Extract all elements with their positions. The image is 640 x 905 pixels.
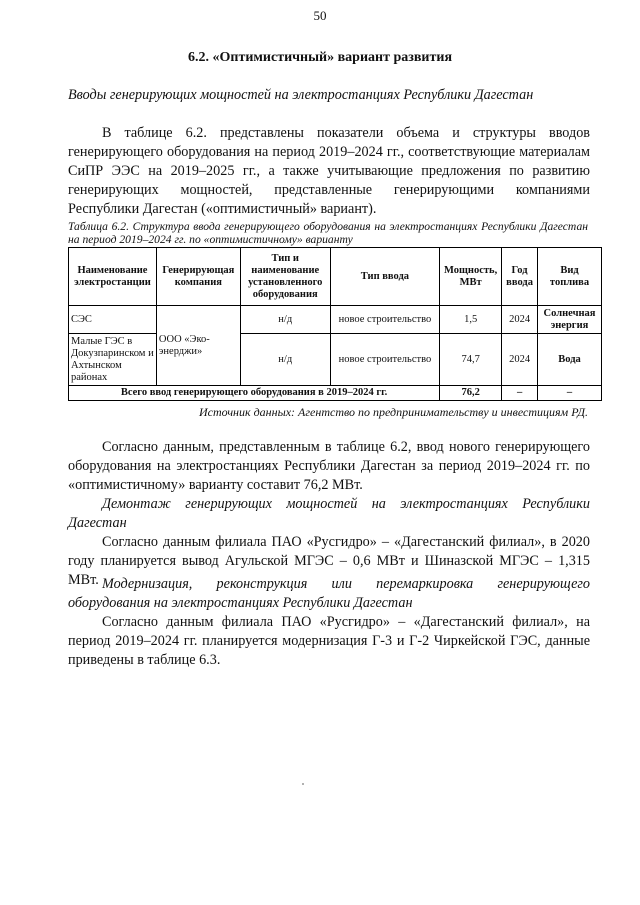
cell-equipment: н/д — [240, 334, 330, 386]
page-number: 50 — [313, 8, 327, 23]
cell-station: СЭС — [69, 306, 157, 334]
cell-equipment: н/д — [240, 306, 330, 334]
cell-fuel: Вода — [538, 334, 602, 386]
table-source: Источник данных: Агентство по предпринимательству и инвестициям РД. — [198, 405, 588, 419]
paragraph-modernization: Согласно данным филиала ПАО «Русгидро» – «Дагестанский филиал», на период 2019–2024 гг. планируется модернизация Г-3 и Г-2 Чиркейской ГЭС, данные приведены в таблице 6.3. — [68, 614, 590, 668]
scan-speck — [302, 783, 304, 785]
table-total-row — [69, 386, 602, 401]
cell-fuel: Солнечная энергия — [538, 306, 602, 334]
cell-year: 2024 — [502, 334, 538, 386]
header-year: Год ввода — [502, 248, 538, 306]
header-input-type: Тип ввода — [330, 248, 439, 306]
paragraph-summary: Согласно данным, представленным в таблице 6.2, ввод нового генерирующего оборудования на электростанциях Республики Дагестан за период 2019–2024 гг. по «оптимистичному» варианту составит 76,2 МВт. — [68, 439, 590, 493]
header-station: Наименование электростанции — [69, 248, 157, 306]
total-power: 76,2 — [440, 386, 502, 401]
total-year: – — [502, 386, 538, 401]
header-company: Генерирующая компания — [156, 248, 240, 306]
paragraph-intro: В таблице 6.2. представлены показатели объема и структуры вводов генерирующего оборудования на период 2019–2024 гг., соответствующие материалам СиПР ЭЭС на 2019–2025 гг., а также учитывающие предложения по развитию генерирующих мощностей, представленные генерирующими компаниями Республики Дагестан («оптимистичный» вариант). — [68, 125, 590, 217]
cell-year: 2024 — [502, 306, 538, 334]
subheading-modernization: Модернизация, реконструкция или перемаркировка генерирующего оборудования на электростанциях Республики Дагестан — [68, 576, 590, 611]
section-heading: 6.2. «Оптимистичный» вариант развития — [187, 50, 453, 65]
table-header-row — [69, 248, 602, 306]
cell-power: 1,5 — [440, 306, 502, 334]
cell-station: Малые ГЭС в Докузпаринском и Ахтынском районах — [69, 334, 157, 386]
generation-input-table — [68, 247, 602, 401]
cell-input-type: новое строительство — [330, 334, 439, 386]
header-power: Мощность, МВт — [440, 248, 502, 306]
table-caption: Таблица 6.2. Структура ввода генерирующего оборудования на электростанциях Республики Дагестан на период 2019–2024 гг. по «оптимистичному» варианту — [68, 220, 588, 246]
paragraph-dismantling: Согласно данным филиала ПАО «Русгидро» – «Дагестанский филиал», в 2020 году планируется вывод Агульской МГЭС – 0,6 МВт и Шиназской МГЭС – 1,315 МВт. — [68, 534, 590, 588]
header-fuel: Вид топлива — [538, 248, 602, 306]
subheading-inputs: Вводы генерирующих мощностей на электростанциях Республики Дагестан — [68, 87, 534, 103]
table-row — [69, 306, 602, 334]
cell-power: 74,7 — [440, 334, 502, 386]
cell-input-type: новое строительство — [330, 306, 439, 334]
cell-company: ООО «Эко-энерджи» — [156, 306, 240, 386]
table-row — [69, 334, 602, 386]
total-fuel: – — [538, 386, 602, 401]
total-label: Всего ввод генерирующего оборудования в 2019–2024 гг. — [69, 386, 440, 401]
subheading-dismantling: Демонтаж генерирующих мощностей на электростанциях Республики Дагестан — [68, 496, 590, 531]
header-equipment: Тип и наименование установленного оборудования — [240, 248, 330, 306]
